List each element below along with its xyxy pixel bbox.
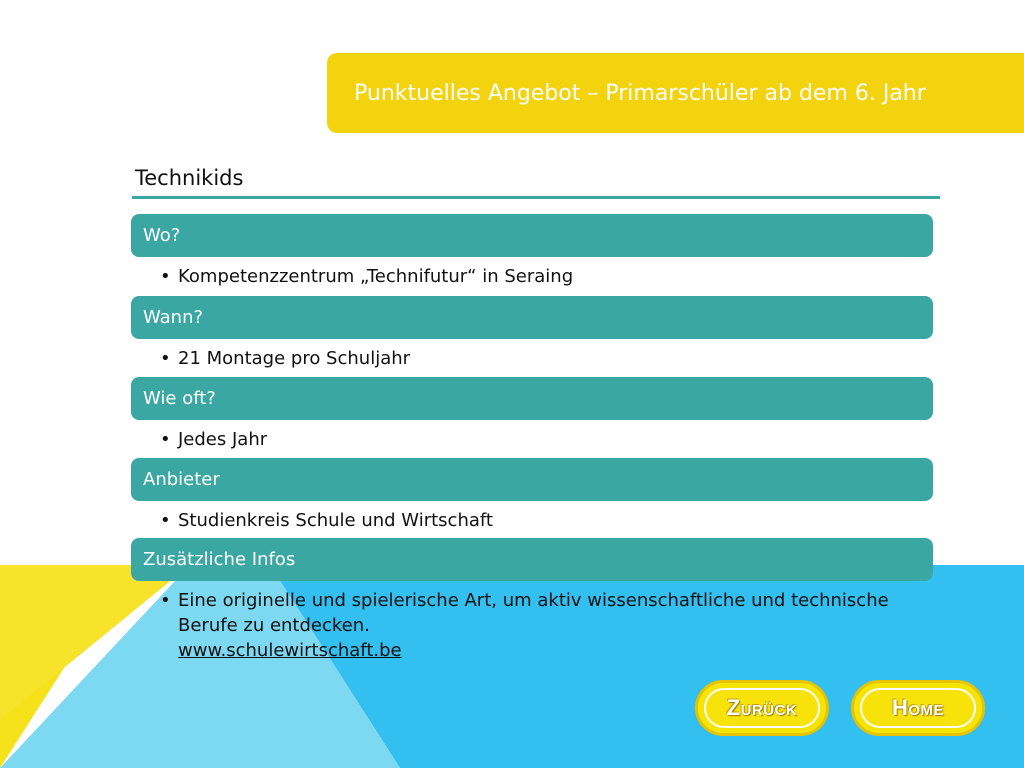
subtitle-underline	[132, 196, 940, 199]
section-where	[131, 214, 933, 289]
page-subtitle: Technikids	[135, 166, 244, 190]
website-link[interactable]: www.schulewirtschaft.be	[178, 640, 402, 661]
section-additional-info	[131, 538, 933, 663]
home-button-label: Home	[891, 695, 945, 720]
bullet: •	[160, 348, 171, 369]
section-body-how-often	[131, 427, 933, 452]
section-text-how-often: Jedes Jahr	[178, 429, 268, 450]
bullet: •	[160, 266, 171, 287]
section-body-when	[131, 346, 933, 371]
bullet: •	[160, 429, 171, 450]
back-button-label: Zurück	[726, 695, 798, 720]
section-header-when: Wann?	[131, 296, 933, 339]
section-header-how-often: Wie oft?	[131, 377, 933, 420]
section-text-when: 21 Montage pro Schuljahr	[178, 348, 411, 369]
section-when	[131, 296, 933, 371]
section-body-additional-info	[131, 588, 933, 663]
section-header-additional-info: Zusätzliche Infos	[131, 538, 933, 581]
section-text-provider: Studienkreis Schule und Wirtschaft	[178, 510, 493, 531]
home-button[interactable]	[851, 680, 985, 736]
page-title: Punktuelles Angebot – Primarschüler ab dem 6. Jahr	[354, 80, 926, 106]
section-provider	[131, 458, 933, 533]
bullet: •	[160, 590, 171, 611]
title-bar	[327, 53, 1024, 133]
bullet: •	[160, 510, 171, 531]
section-header-where: Wo?	[131, 214, 933, 257]
section-body-where	[131, 264, 933, 289]
section-body-provider	[131, 508, 933, 533]
section-text-additional-info: Eine originelle und spielerische Art, um aktiv wissenschaftliche und technische Berufe zu entdecken.	[178, 590, 889, 636]
section-text-where: Kompetenzzentrum „Technifutur“ in Seraing	[178, 266, 574, 287]
section-how-often	[131, 377, 933, 452]
section-header-provider: Anbieter	[131, 458, 933, 501]
back-button[interactable]	[695, 680, 829, 736]
